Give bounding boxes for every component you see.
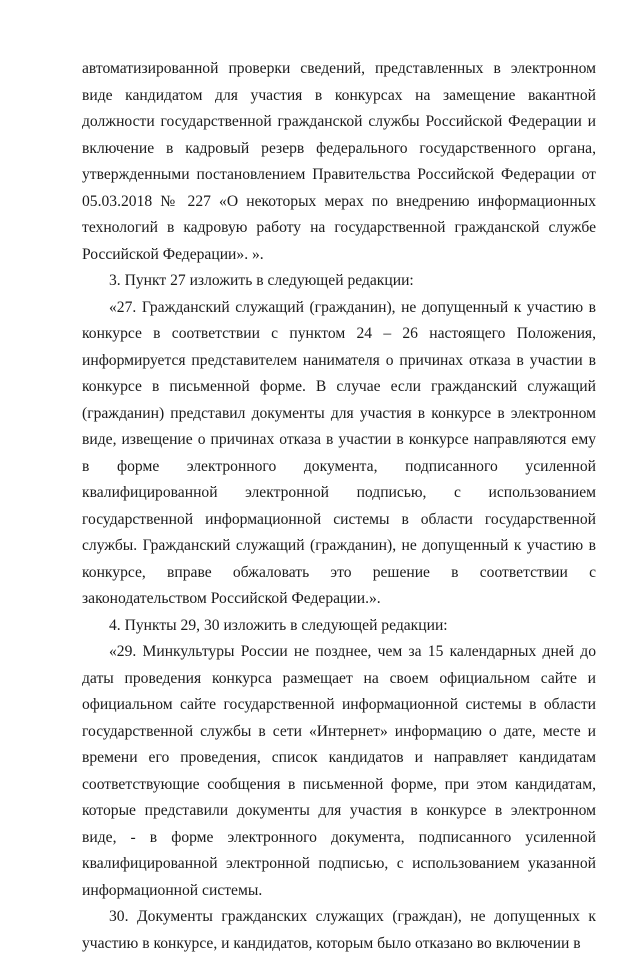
paragraph-continuation: автоматизированной проверки сведений, представленных в электронном виде кандидатом для участия в конкурсах на замещение вакантной должности государственной гражданской службы Российской Федерации и включение в кадровый резерв федерального государственного органа, утвержденными постановлением Правительства Российской Федерации от 05.03.2018 № 227 «О некоторых мерах по внедрению информационных технологий в кадровую работу на государственной гражданской службе Российской Федерации». ». bbox=[82, 60, 596, 263]
paragraph-item-4: 4. Пункты 29, 30 изложить в следующей редакции: bbox=[109, 616, 448, 634]
document-body bbox=[82, 56, 596, 957]
paragraph-point-29: «29. Минкультуры России не позднее, чем за 15 календарных дней до даты проведения конкурса размещает на своем официальном сайте и официальном сайте государственной информационной системы в области государственной службы в сети «Интернет» информацию о дате, месте и времени его проведения, список кандидатов и направляет кандидатам соответствующие сообщения в письменной форме, при этом кандидатам, которые представили документы для участия в конкурсе в электронном виде, - в форме электронного документа, подписанного усиленной квалифицированной электронной подписью, с использованием указанной информационной системы. bbox=[82, 643, 596, 899]
paragraph-point-27: «27. Гражданский служащий (гражданин), не допущенный к участию в конкурсе в соответствии с пунктом 24 – 26 настоящего Положения, информируется представителем нанимателя о причинах отказа в участии в конкурсе в письменной форме. В случае если гражданский служащий (гражданин) представил документы для участия в конкурсе в электронном виде, извещение о причинах отказа в участии в конкурсе направляются ему в форме электронного документа, подписанного усиленной квалифицированной электронной подписью, с использованием государственной информационной системы в области государственной службы. Гражданский служащий (гражданин), не допущенный к участию в конкурсе, вправе обжаловать это решение в соответствии с законодательством Российской Федерации.». bbox=[82, 298, 596, 607]
paragraph-point-30: 30. Документы гражданских служащих (граждан), не допущенных к участию в конкурсе, и кандидатов, которым было отказано во включении в bbox=[82, 908, 596, 952]
paragraph-item-3: 3. Пункт 27 изложить в следующей редакции: bbox=[109, 272, 414, 289]
